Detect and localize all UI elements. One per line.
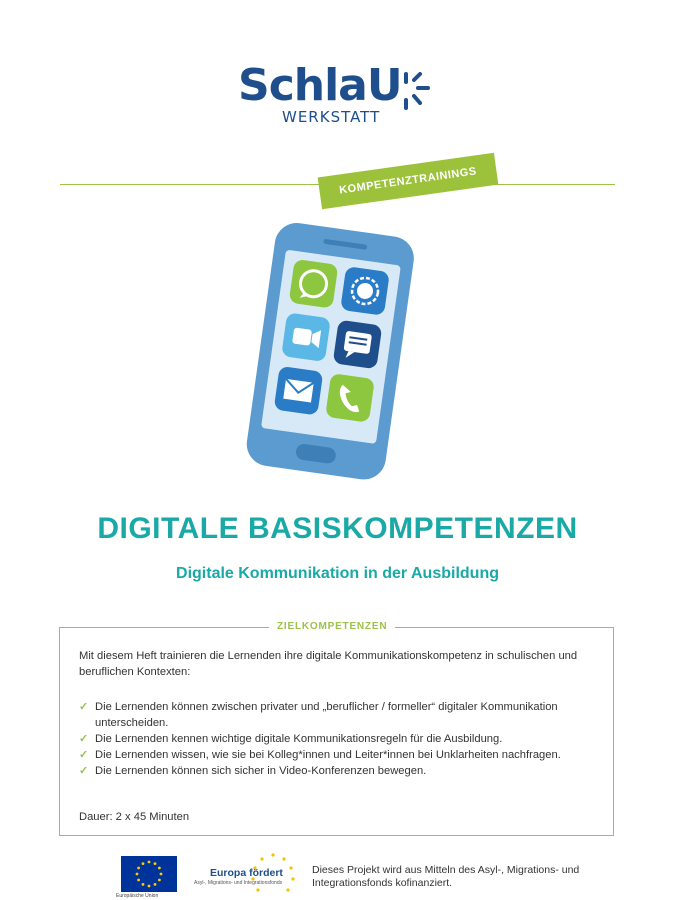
eu-flag-icon (121, 856, 177, 892)
goal-text: Die Lernenden können zwischen privater und „beruflicher / formeller“ digitaler Kommunikation unterscheiden. (95, 701, 558, 729)
goal-text: Die Lernenden kennen wichtige digitale Kommunikationsregeln für die Ausbildung. (95, 733, 503, 745)
page-subtitle: Digitale Kommunikation in der Ausbildung (176, 565, 499, 582)
mail-icon (274, 366, 324, 416)
logo-subtitle: WERKSTATT (282, 108, 381, 126)
list-item (79, 699, 589, 731)
video-call-icon (281, 312, 331, 362)
eu-caption: Europäische Union (116, 893, 159, 899)
list-item (79, 747, 589, 763)
signal-icon (340, 266, 390, 316)
list-item (79, 731, 589, 747)
logo-rays-icon (398, 72, 438, 112)
competencies-label: ZIELKOMPETENZEN (269, 620, 395, 634)
competencies-intro: Mit diesem Heft trainieren die Lernenden ihre digitale Kommunikationskompetenz in schulischen und beruflichen Kontexten: (79, 650, 578, 678)
check-icon: ✓ (79, 765, 89, 777)
funding-note: Dieses Projekt wird aus Mitteln des Asyl-, Migrations- und Integrationsfonds kofinanziert. (312, 864, 580, 889)
check-icon: ✓ (79, 701, 89, 713)
phone-call-icon (325, 373, 375, 423)
page-title: DIGITALE BASISKOMPETENZEN (97, 512, 578, 545)
europa-foerdert-title: Europa fördert (210, 867, 283, 879)
europa-foerdert-subtitle: Asyl-, Migrations- und Integrationsfonds (194, 880, 283, 886)
goal-text: Die Lernenden wissen, wie sie bei Kolleg*innen und Leiter*innen bei Unklarheiten nachfragen. (95, 749, 561, 761)
duration-text: Dauer: 2 x 45 Minuten (79, 811, 190, 823)
category-tag: KOMPETENZTRAININGS (318, 153, 499, 209)
goal-text: Die Lernenden können sich sicher in Video-Konferenzen bewegen. (95, 765, 427, 777)
check-icon: ✓ (79, 733, 89, 745)
smartphone-illustration (230, 218, 420, 488)
schlau-werkstatt-logo (238, 60, 438, 134)
message-icon (333, 320, 383, 370)
check-icon: ✓ (79, 749, 89, 761)
whatsapp-icon (289, 259, 339, 309)
logo-wordmark: SchlaU (238, 60, 402, 111)
list-item (79, 763, 589, 779)
competencies-list (79, 699, 589, 779)
